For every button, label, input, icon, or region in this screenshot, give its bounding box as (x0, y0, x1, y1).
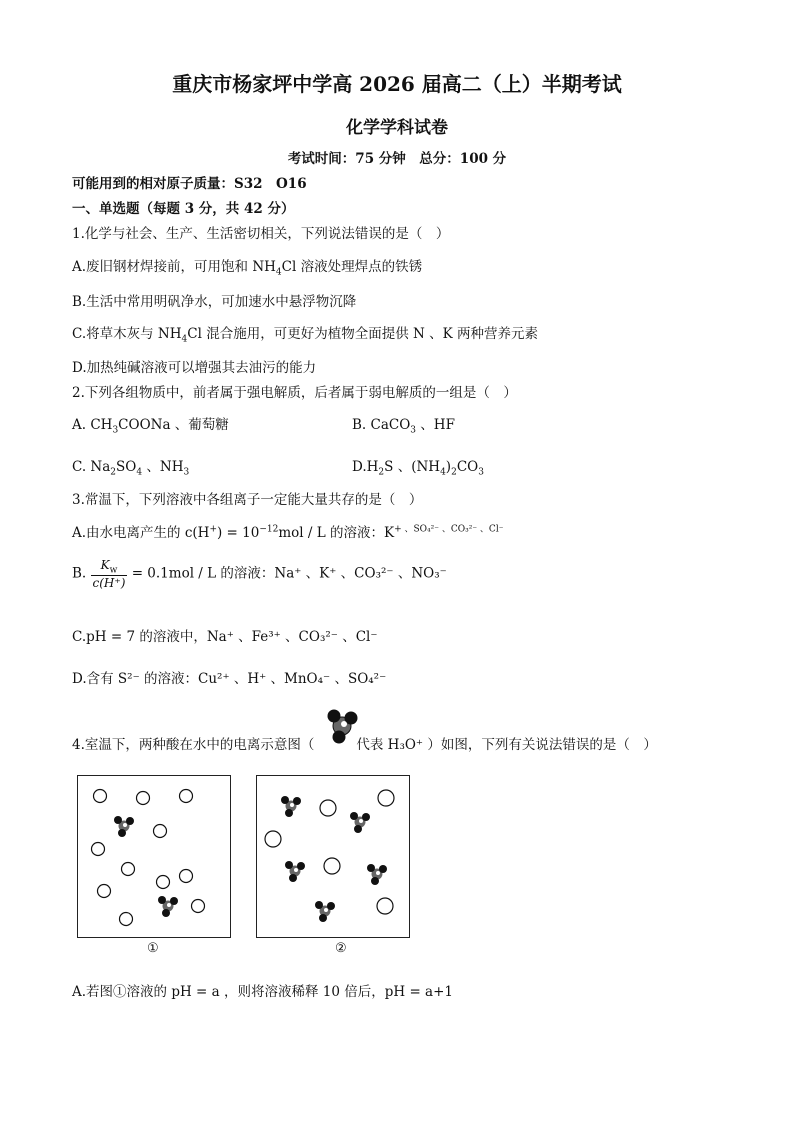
atomic-mass-note: 可能用到的相对原子质量：S32 O16 (72, 176, 307, 192)
anion-particle (98, 885, 111, 898)
question-1-option-c: C.将草木灰与 $NH_4Cl$ 混合施用，可更好为植物全面提供 N 、K 两种营养元素 (72, 326, 538, 345)
question-1-option-d: D.加热纯碱溶液可以增强其去油污的能力 (72, 360, 317, 376)
anion-particle (192, 900, 205, 913)
hydronium-particle (367, 864, 387, 885)
question-3-option-b: B. $\frac{K_w}{c(H^+)}$ = 0.1mol / L 的溶液：Na⁺ 、K⁺ 、CO₃²⁻ 、NO₃⁻ (72, 558, 447, 591)
beaker-diagram-1 (77, 775, 231, 938)
hydronium-particle (281, 796, 301, 817)
section-heading: 一、单选题（每题 3 分，共 42 分） (72, 201, 295, 217)
beaker-diagram-2 (256, 775, 410, 938)
question-4-stem: 4.室温下，两种酸在水中的电离示意图（ 代表 H₃O⁺ ）如图，下列有关说法错误的是（ ） (72, 737, 657, 753)
hydronium-particle (158, 896, 178, 917)
question-3-stem: 3.常温下，下列溶液中各组离子一定能大量共存的是（ ） (72, 492, 423, 508)
question-1-stem: 1.化学与社会、生产、生活密切相关，下列说法错误的是（ ） (72, 226, 450, 242)
hydronium-particle (350, 812, 370, 833)
question-3-option-a: A.由水电离产生的 $c(H^+) = 10^{-12}mol / L$ 的溶液：$K^{+ 、SO_4^{2-} 、CO_3^{2-} 、Cl^-}$ (72, 524, 504, 541)
hydronium-particle (114, 816, 134, 837)
exam-info: 考试时间：75 分钟 总分：100 分 (287, 151, 507, 167)
anion-particle (120, 913, 133, 926)
anion-particle (377, 898, 393, 914)
anion-particle (94, 790, 107, 803)
question-1-option-b: B.生活中常用明矾净水，可加速水中悬浮物沉降 (72, 294, 357, 310)
hydronium-particle (315, 901, 335, 922)
anion-particle (180, 870, 193, 883)
question-3-option-c: C.pH = 7 的溶液中，Na⁺ 、Fe³⁺ 、CO₃²⁻ 、Cl⁻ (72, 629, 378, 645)
question-2-option-c: C. $Na_2SO_4$ 、$NH_3$ (72, 459, 190, 478)
anion-particle (154, 825, 167, 838)
question-4-option-a: A.若图①溶液的 pH = a ，则将溶液稀释 10 倍后，pH = a+1 (72, 984, 453, 1000)
anion-particle (157, 876, 170, 889)
hydronium-legend-icon (324, 706, 360, 746)
anion-particle (137, 792, 150, 805)
diagram-label-1: ① (147, 941, 159, 956)
question-1-option-a: A.废旧钢材焊接前，可用饱和 $NH_4Cl$ 溶液处理焊点的铁锈 (72, 259, 423, 278)
kw-fraction: $\frac{K_w}{c(H^+)}$ (92, 558, 126, 591)
anion-particle (92, 843, 105, 856)
anion-particle (378, 790, 394, 806)
page-subtitle: 化学学科试卷 (346, 118, 448, 138)
question-2-option-b: B. CaCO$_3$ 、HF (352, 417, 455, 436)
page-title: 重庆市杨家坪中学高 2026 届高二（上）半期考试 (172, 72, 622, 96)
anion-particle (180, 790, 193, 803)
question-2-option-a: A. $CH_3COONa$ 、葡萄糖 (72, 417, 229, 436)
question-3-option-d: D.含有 S²⁻ 的溶液：Cu²⁺ 、H⁺ 、MnO₄⁻ 、SO₄²⁻ (72, 671, 387, 687)
anion-particle (122, 863, 135, 876)
hydronium-particle (285, 861, 305, 882)
anion-particle (324, 858, 340, 874)
question-2-option-d: $D.H_2S$ 、$(NH_4)_2CO_3$ (352, 459, 484, 478)
anion-particle (320, 800, 336, 816)
question-2-stem: 2.下列各组物质中，前者属于强电解质，后者属于弱电解质的一组是（ ） (72, 385, 517, 401)
diagram-label-2: ② (335, 941, 347, 956)
anion-particle (265, 831, 281, 847)
